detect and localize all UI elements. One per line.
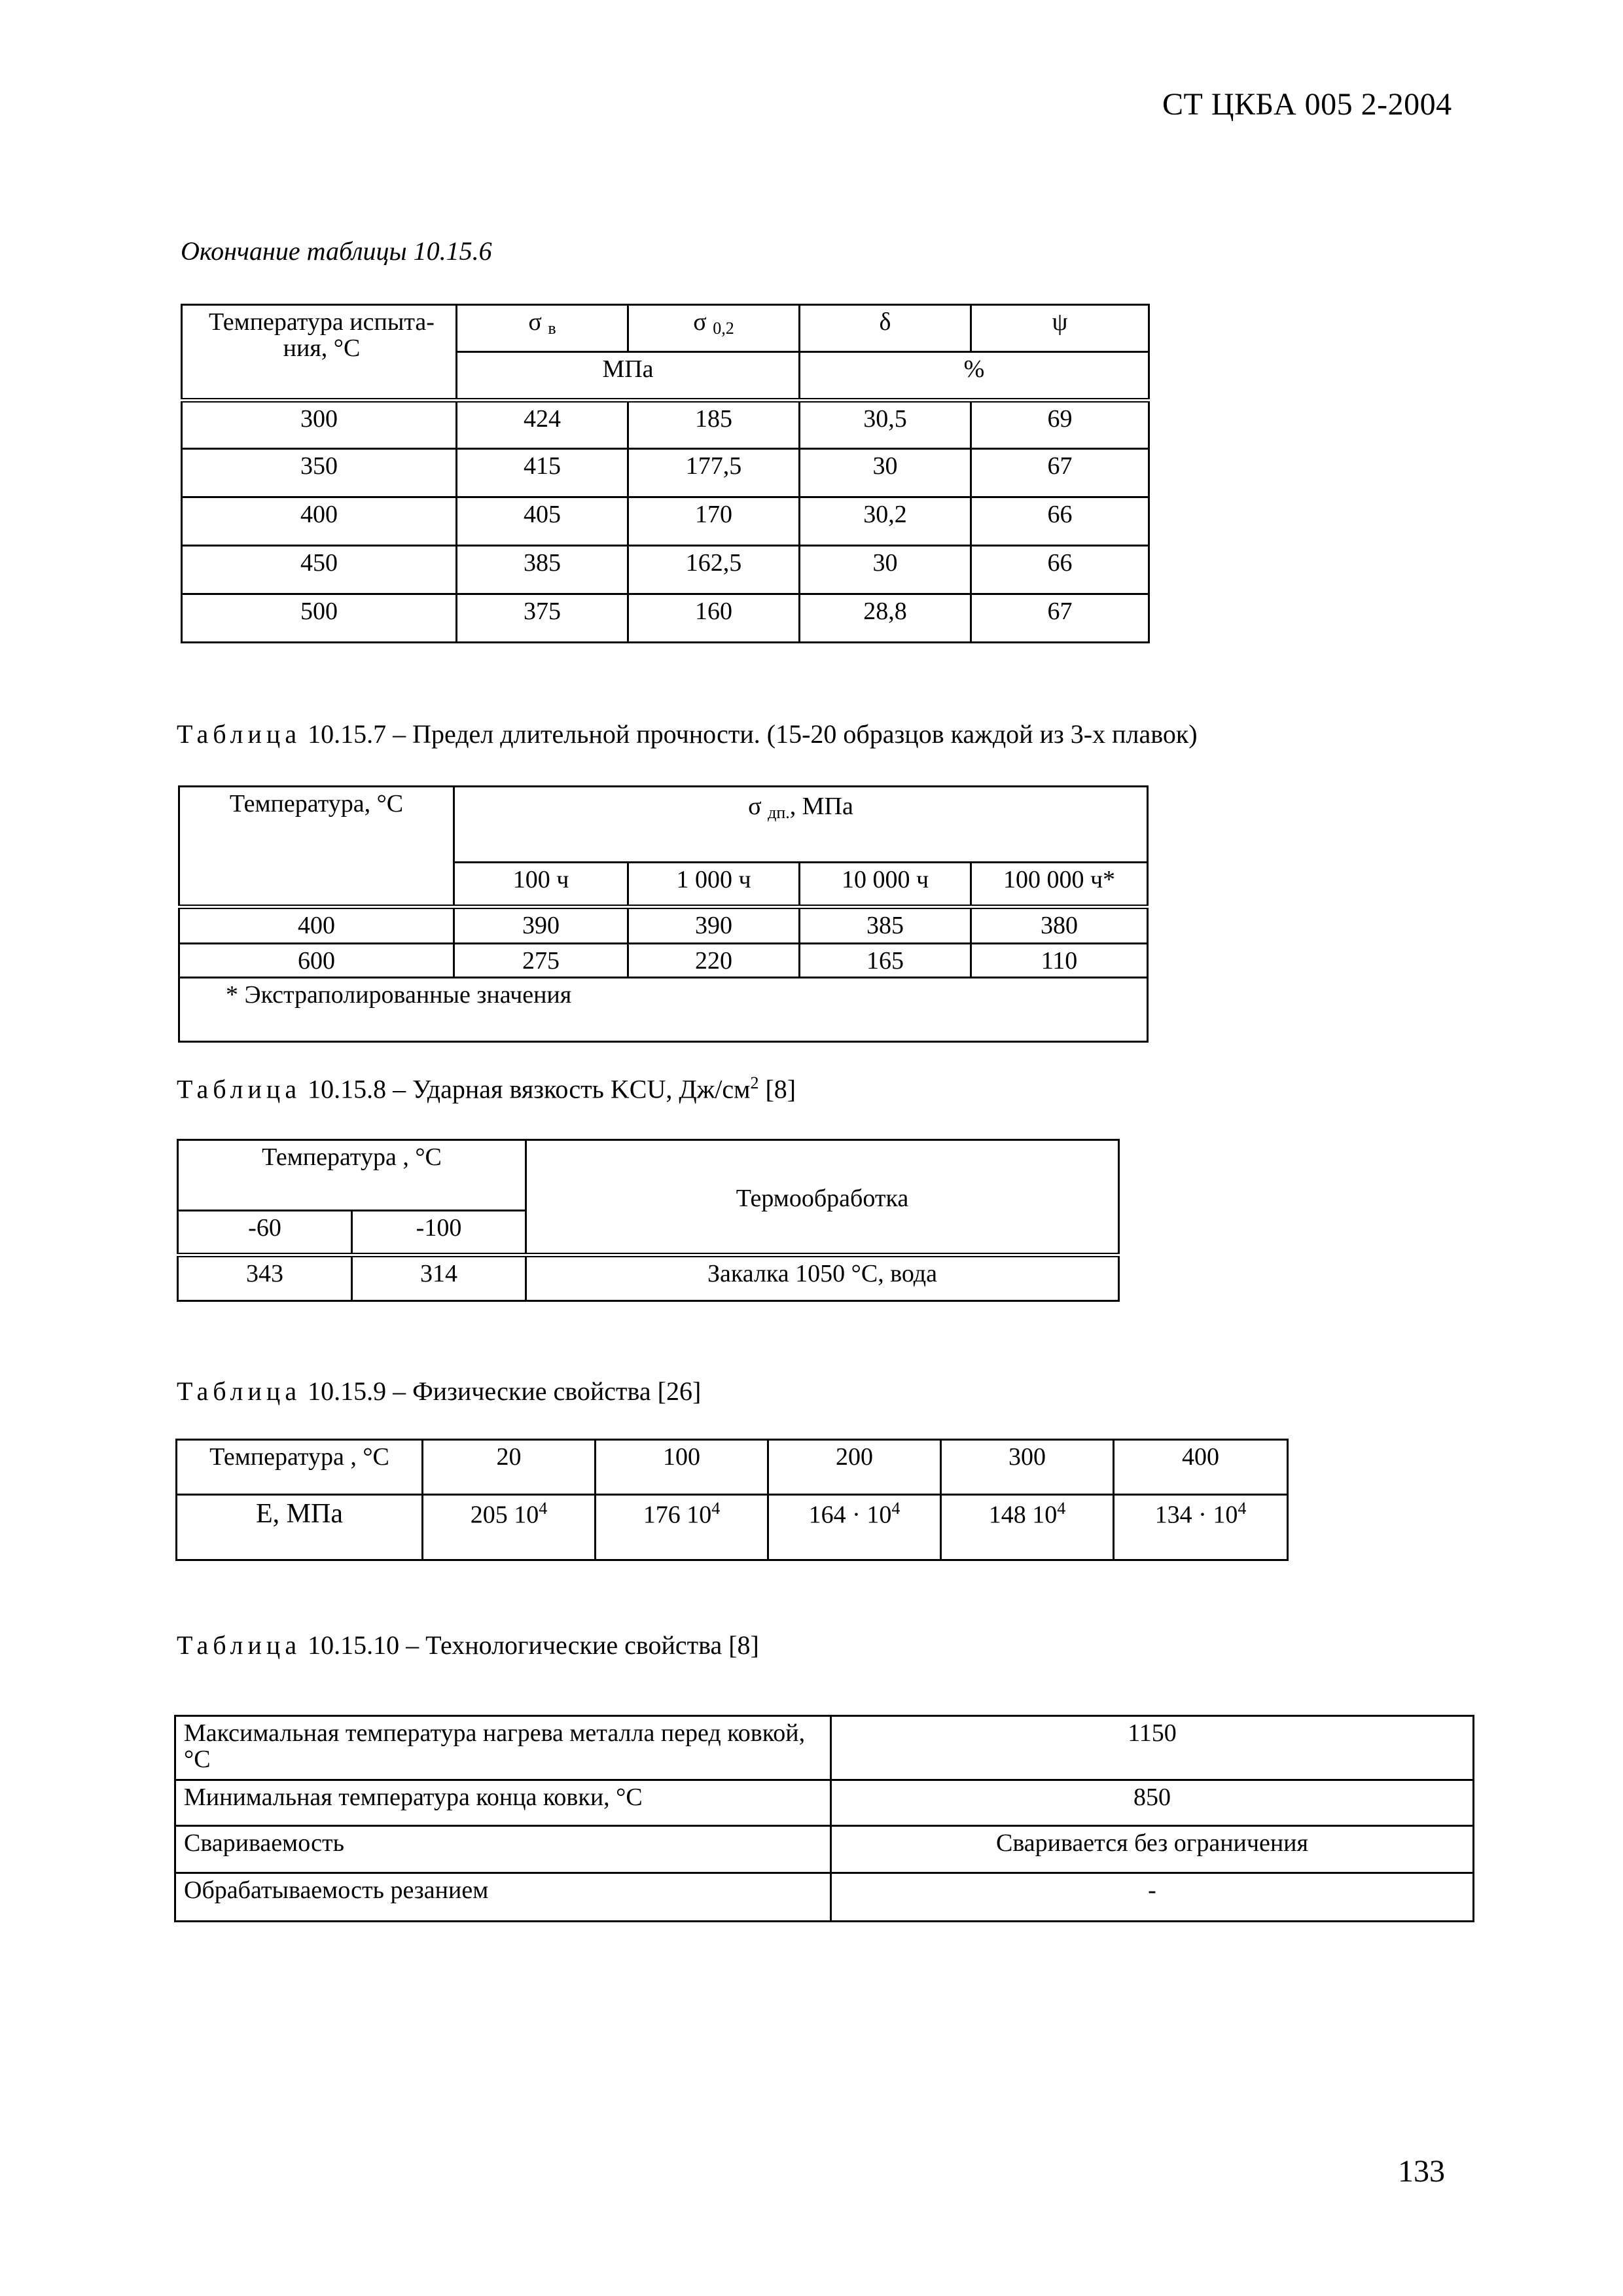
sigma-02-header: σ 0,2 [628, 305, 800, 352]
table-cell: 385 [457, 546, 628, 594]
unit-mpa: МПа [457, 352, 800, 401]
table-10-15-9 [175, 1439, 1289, 1561]
table-row [175, 1780, 1474, 1826]
table-row [175, 1716, 1474, 1780]
table-10-15-6 [181, 304, 1150, 643]
table-cell: 415 [457, 449, 628, 497]
table-cell: 162,5 [628, 546, 800, 594]
table-cell: $164 \cdot 10^4$ [768, 1495, 941, 1560]
duration-header: 100 ч [454, 863, 628, 907]
heat-treatment-header: Термообработка [526, 1140, 1119, 1255]
temp-300-header: 300 [941, 1440, 1114, 1495]
table-6-caption: Окончание таблицы 10.15.6 [181, 236, 492, 266]
temperature-header: Температура испыта-ния, °С [182, 305, 457, 401]
table-7-caption: Таблица 10.15.7 – Предел длительной прочности. (15-20 образцов каждой из 3-х плавок) [177, 719, 1198, 749]
table-cell: 30 [800, 546, 971, 594]
table-cell: 67 [971, 594, 1149, 643]
temp-400-header: 400 [1114, 1440, 1288, 1495]
table-10-caption: Таблица 10.15.10 – Технологические свойства [8] [177, 1630, 759, 1660]
document-code: СТ ЦКБА 005 2-2004 [1162, 87, 1452, 122]
table-cell: 66 [971, 497, 1149, 546]
property-value: 850 [831, 1780, 1474, 1826]
temperature-header: Температура , °С [178, 1140, 526, 1211]
table-row [178, 1255, 1119, 1301]
temperature-header: Температура , °С [177, 1440, 423, 1495]
table-cell: 275 [454, 944, 628, 978]
extrapolated-note: * Экстраполированные значения [179, 978, 1148, 1042]
table-cell: 220 [628, 944, 800, 978]
table-cell: 66 [971, 546, 1149, 594]
table-cell: 400 [182, 497, 457, 546]
property-value: Сваривается без ограничения [831, 1826, 1474, 1873]
sigma-b-header: σ в [457, 305, 628, 352]
property-label: Максимальная температура нагрева металла перед ковкой, °С [175, 1716, 831, 1780]
table-cell: 600 [179, 944, 454, 978]
table-row [182, 401, 1149, 449]
duration-header: 10 000 ч [800, 863, 971, 907]
unit-percent: % [800, 352, 1149, 401]
table-cell: 400 [179, 907, 454, 944]
table-cell: 390 [454, 907, 628, 944]
table-cell: 185 [628, 401, 800, 449]
modulus-label: E, МПа [177, 1495, 423, 1560]
property-label: Обрабатываемость резанием [175, 1873, 831, 1922]
delta-header: δ [800, 305, 971, 352]
temperature-minus-100: -100 [352, 1211, 526, 1255]
table-row [182, 449, 1149, 497]
psi-header: ψ [971, 305, 1149, 352]
property-value: - [831, 1873, 1474, 1922]
table-cell: 28,8 [800, 594, 971, 643]
table-cell: 405 [457, 497, 628, 546]
table-10-15-7 [178, 785, 1149, 1043]
table-cell: 375 [457, 594, 628, 643]
table-row [182, 546, 1149, 594]
temperature-header: Температура, °С [179, 787, 454, 907]
table-cell: 390 [628, 907, 800, 944]
table-cell: 69 [971, 401, 1149, 449]
table-cell: 110 [971, 944, 1148, 978]
table-cell: 30 [800, 449, 971, 497]
table-cell: 385 [800, 907, 971, 944]
table-10-15-10 [174, 1715, 1474, 1922]
table-cell: 300 [182, 401, 457, 449]
table-cell: 67 [971, 449, 1149, 497]
table-row [177, 1495, 1288, 1560]
page-number: 133 [1398, 2154, 1445, 2189]
table-cell: 314 [352, 1255, 526, 1301]
table-cell: 205 $10^4$ [423, 1495, 596, 1560]
table-cell: 380 [971, 907, 1148, 944]
table-cell: 343 [178, 1255, 352, 1301]
property-label: Минимальная температура конца ковки, °С [175, 1780, 831, 1826]
property-label: Свариваемость [175, 1826, 831, 1873]
table-cell: 30,2 [800, 497, 971, 546]
table-cell: 450 [182, 546, 457, 594]
table-row [179, 944, 1148, 978]
table-cell: 177,5 [628, 449, 800, 497]
table-cell: 165 [800, 944, 971, 978]
property-value: 1150 [831, 1716, 1474, 1780]
table-cell: 170 [628, 497, 800, 546]
table-10-15-8 [177, 1139, 1120, 1302]
table-cell: $134 \cdot 10^4$ [1114, 1495, 1288, 1560]
table-8-caption: Таблица 10.15.8 – Ударная вязкость KCU, $Дж/см^2$ [8] [177, 1073, 796, 1104]
table-cell: 350 [182, 449, 457, 497]
table-cell: 424 [457, 401, 628, 449]
table-9-caption: Таблица 10.15.9 – Физические свойства [26] [177, 1376, 702, 1406]
temp-100-header: 100 [596, 1440, 768, 1495]
sigma-dp-header: σ дп., МПа [454, 787, 1148, 863]
table-cell: 148 $10^4$ [941, 1495, 1114, 1560]
table-cell: 176 $10^4$ [596, 1495, 768, 1560]
table-row [179, 907, 1148, 944]
temp-20-header: 20 [423, 1440, 596, 1495]
table-cell: 30,5 [800, 401, 971, 449]
table-cell: Закалка 1050 °С, вода [526, 1255, 1119, 1301]
table-cell: 500 [182, 594, 457, 643]
duration-header: 100 000 ч* [971, 863, 1148, 907]
table-row [182, 497, 1149, 546]
temperature-minus-60: -60 [178, 1211, 352, 1255]
duration-header: 1 000 ч [628, 863, 800, 907]
table-row [175, 1873, 1474, 1922]
table-cell: 160 [628, 594, 800, 643]
temp-200-header: 200 [768, 1440, 941, 1495]
table-row [182, 594, 1149, 643]
table-row [175, 1826, 1474, 1873]
